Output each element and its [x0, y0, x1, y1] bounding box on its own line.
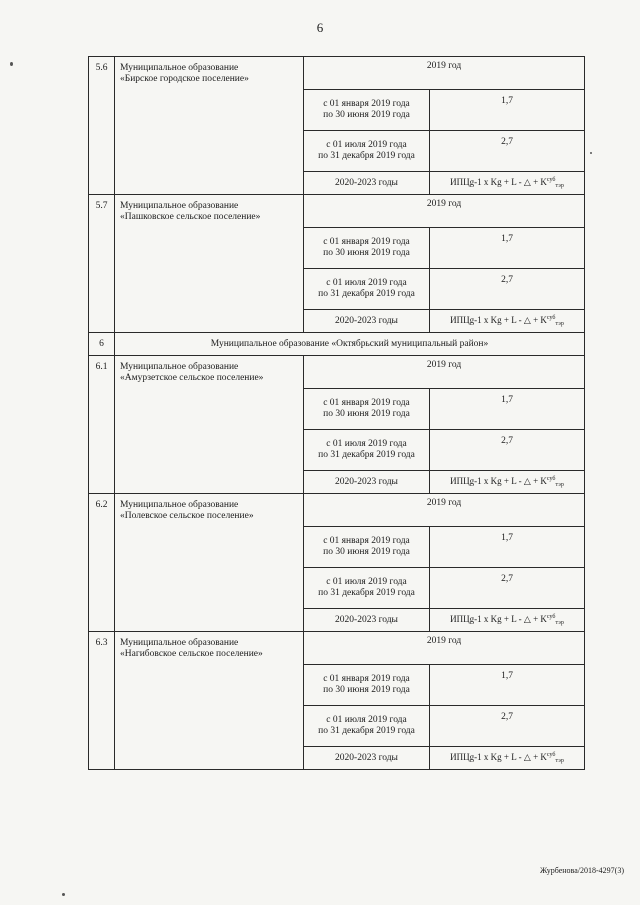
- period-cell: с 01 июля 2019 года по 31 декабря 2019 года: [304, 131, 430, 172]
- value-cell: 1,7: [430, 665, 585, 706]
- period-cell: с 01 июля 2019 года по 31 декабря 2019 года: [304, 430, 430, 471]
- tariff-table: [88, 56, 585, 770]
- years-range-cell: 2020-2023 годы: [304, 471, 430, 494]
- table-row: [89, 632, 585, 665]
- period-cell: с 01 января 2019 года по 30 июня 2019 года: [304, 665, 430, 706]
- period-cell: с 01 июля 2019 года по 31 декабря 2019 года: [304, 269, 430, 310]
- org-name: Муниципальное образование «Бирское городское поселение»: [115, 57, 304, 195]
- period-cell: с 01 января 2019 года по 30 июня 2019 года: [304, 389, 430, 430]
- org-name: Муниципальное образование «Амурзетское сельское поселение»: [115, 356, 304, 494]
- table-row: [89, 494, 585, 527]
- scan-speck: [590, 152, 592, 154]
- period-cell: с 01 января 2019 года по 30 июня 2019 года: [304, 90, 430, 131]
- formula-cell: [430, 747, 585, 770]
- org-name: Муниципальное образование «Полевское сельское поселение»: [115, 494, 304, 632]
- formula-cell: [430, 471, 585, 494]
- value-cell: 1,7: [430, 228, 585, 269]
- formula-text: ИПЦg-1 x Kg + L - △ + $K^{суб}_{тэр}$: [450, 751, 564, 764]
- year-header: 2019 год: [304, 195, 585, 228]
- years-range-cell: 2020-2023 годы: [304, 172, 430, 195]
- row-number: 5.7: [89, 195, 115, 333]
- year-header: 2019 год: [304, 356, 585, 389]
- years-range-cell: 2020-2023 годы: [304, 747, 430, 770]
- value-cell: 2,7: [430, 430, 585, 471]
- period-cell: с 01 июля 2019 года по 31 декабря 2019 года: [304, 706, 430, 747]
- formula-text: ИПЦg-1 x Kg + L - △ + $K^{суб}_{тэр}$: [450, 613, 564, 626]
- value-cell: 1,7: [430, 527, 585, 568]
- row-number: 5.6: [89, 57, 115, 195]
- district-name: Муниципальное образование «Октябрьский муниципальный район»: [115, 333, 585, 356]
- period-cell: с 01 июля 2019 года по 31 декабря 2019 года: [304, 568, 430, 609]
- formula-cell: [430, 172, 585, 195]
- table-row: [89, 356, 585, 389]
- page-number: 6: [316, 20, 324, 35]
- row-number: 6.2: [89, 494, 115, 632]
- row-number: 6.3: [89, 632, 115, 770]
- value-cell: 2,7: [430, 269, 585, 310]
- formula-text: ИПЦg-1 x Kg + L - △ + $K^{суб}_{тэр}$: [450, 176, 564, 189]
- formula-text: ИПЦg-1 x Kg + L - △ + $K^{суб}_{тэр}$: [450, 475, 564, 488]
- value-cell: 1,7: [430, 389, 585, 430]
- year-header: 2019 год: [304, 494, 585, 527]
- years-range-cell: 2020-2023 годы: [304, 310, 430, 333]
- year-header: 2019 год: [304, 632, 585, 665]
- org-name: Муниципальное образование «Пашковское сельское поселение»: [115, 195, 304, 333]
- district-number: 6: [89, 333, 115, 356]
- value-cell: 2,7: [430, 706, 585, 747]
- formula-text: ИПЦg-1 x Kg + L - △ + $K^{суб}_{тэр}$: [450, 314, 564, 327]
- district-row: [89, 333, 585, 356]
- scan-speck: [10, 62, 13, 66]
- years-range-cell: 2020-2023 годы: [304, 609, 430, 632]
- formula-cell: [430, 609, 585, 632]
- formula-cell: [430, 310, 585, 333]
- value-cell: 1,7: [430, 90, 585, 131]
- org-name: Муниципальное образование «Нагибовское сельское поселение»: [115, 632, 304, 770]
- table-row: [89, 57, 585, 90]
- year-header: 2019 год: [304, 57, 585, 90]
- scan-speck: [62, 893, 65, 896]
- value-cell: 2,7: [430, 131, 585, 172]
- document-code: Журбенова/2018-4297(3): [539, 866, 624, 875]
- table-row: [89, 195, 585, 228]
- value-cell: 2,7: [430, 568, 585, 609]
- row-number: 6.1: [89, 356, 115, 494]
- period-cell: с 01 января 2019 года по 30 июня 2019 года: [304, 527, 430, 568]
- period-cell: с 01 января 2019 года по 30 июня 2019 года: [304, 228, 430, 269]
